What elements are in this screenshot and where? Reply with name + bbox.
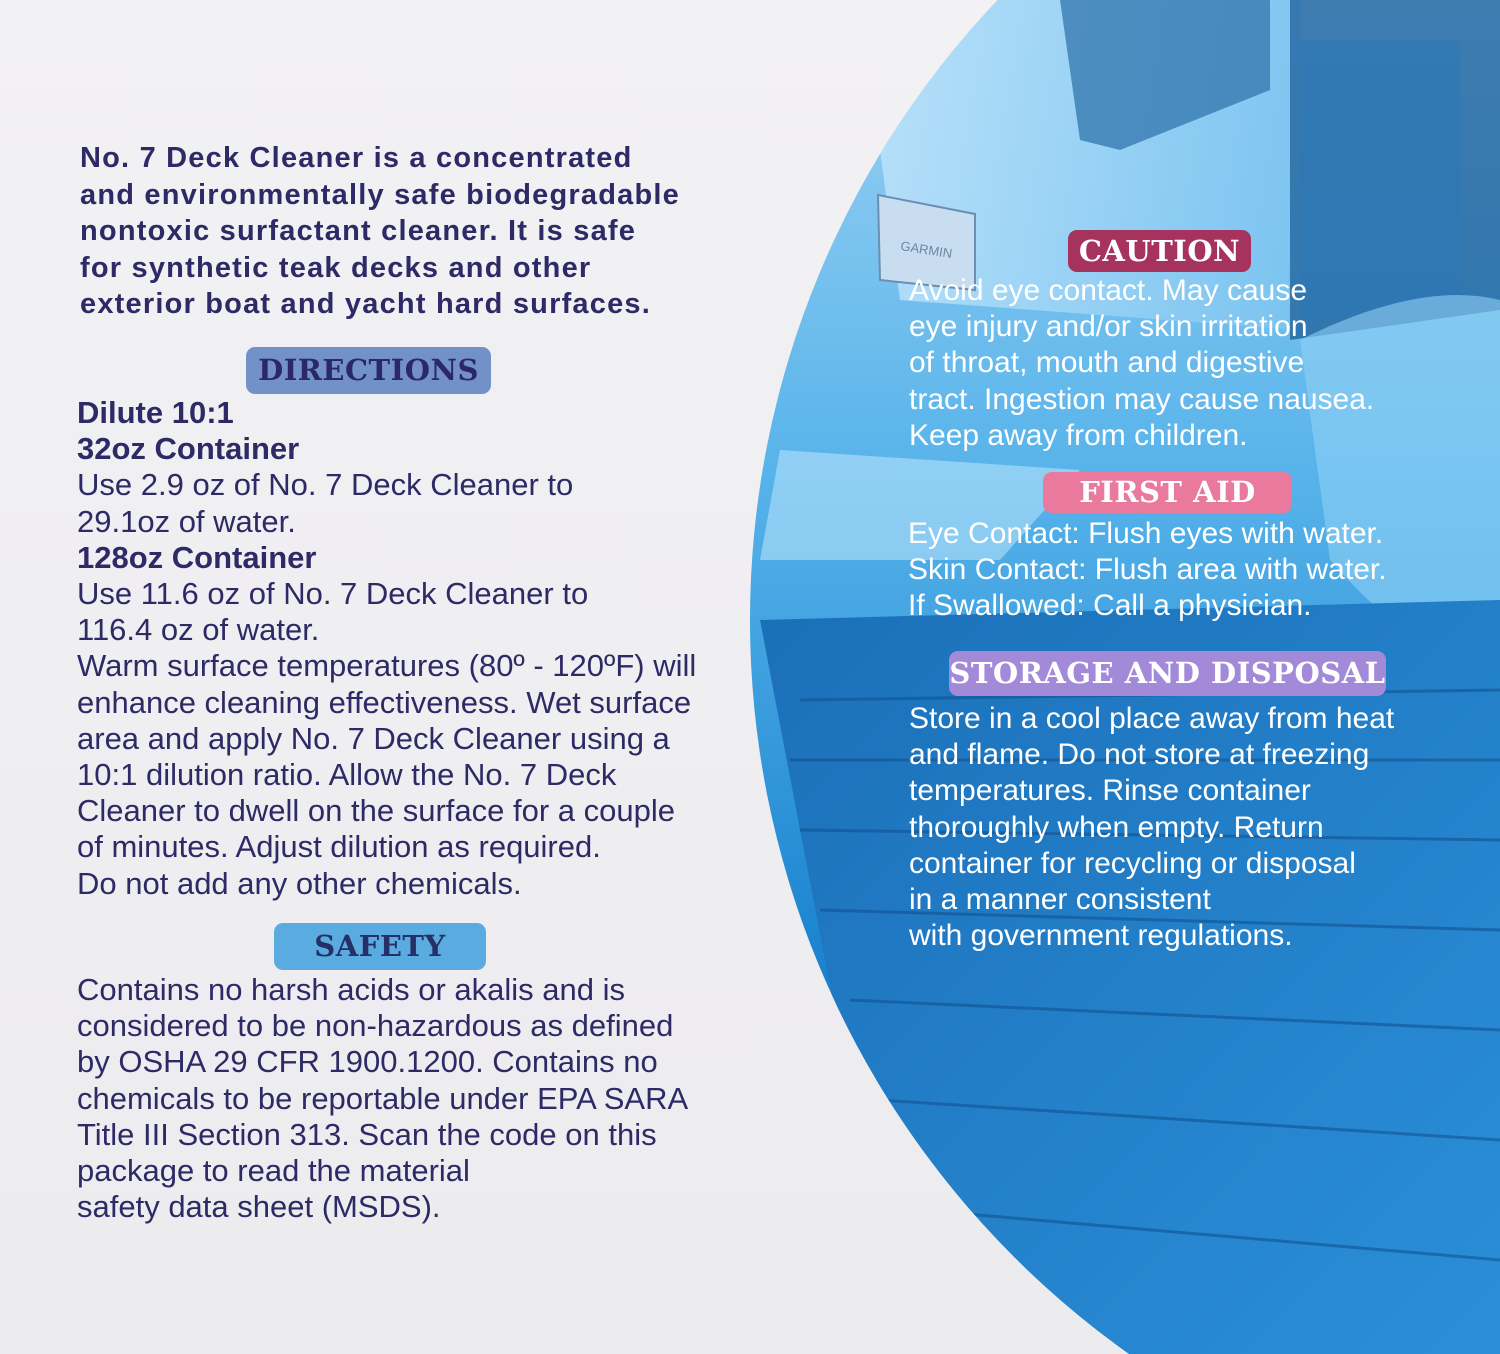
caution-line: Keep away from children.: [909, 418, 1248, 452]
container-128-line: 116.4 oz of water.: [77, 612, 320, 648]
caution-heading: CAUTION: [1068, 230, 1251, 272]
container-32-title: 32oz Container: [77, 431, 300, 467]
usage-line: 10:1 dilution ratio. Allow the No. 7 Deck: [77, 757, 617, 793]
directions-heading: DIRECTIONS: [246, 347, 491, 394]
safety-line: package to read the material: [77, 1153, 470, 1189]
usage-line: Warm surface temperatures (80º - 120ºF) will: [77, 648, 697, 684]
intro-line: No. 7 Deck Cleaner is a concentrated: [80, 142, 633, 174]
intro-line: and environmentally safe biodegradable: [80, 178, 680, 211]
safety-heading: SAFETY: [274, 923, 486, 970]
safety-line: Title III Section 313. Scan the code on this: [77, 1116, 657, 1152]
caution-line: tract. Ingestion may cause nausea.: [909, 382, 1375, 416]
storage-line: temperatures. Rinse container: [909, 774, 1311, 808]
first-aid-line: Eye Contact: Flush eyes with water.: [908, 517, 1384, 550]
usage-line: enhance cleaning effectiveness. Wet surface: [77, 684, 692, 720]
safety-line: chemicals to be reportable under EPA SARA: [77, 1080, 689, 1116]
first-aid-line: Skin Contact: Flush area with water.: [908, 553, 1387, 587]
usage-line: of minutes. Adjust dilution as required.: [77, 829, 601, 865]
storage-line: Store in a cool place away from heat: [909, 702, 1395, 735]
first-aid-section: [908, 516, 1387, 625]
storage-line: and flame. Do not store at freezing: [909, 738, 1370, 772]
intro-line: for synthetic teak decks and other: [80, 251, 592, 284]
storage-line: in a manner consistent: [909, 883, 1211, 917]
safety-section: [77, 972, 688, 1225]
usage-line: Do not add any other chemicals.: [77, 865, 522, 901]
container-32-line: Use 2.9 oz of No. 7 Deck Cleaner to: [77, 467, 574, 503]
garmin-label: GARMIN: [899, 238, 954, 262]
caution-section: [909, 273, 1374, 454]
safety-line: by OSHA 29 CFR 1900.1200. Contains no: [77, 1044, 658, 1080]
storage-line: with government regulations.: [909, 919, 1293, 953]
usage-line: area and apply No. 7 Deck Cleaner using a: [77, 720, 670, 756]
first-aid-heading: FIRST AID: [1043, 472, 1292, 513]
container-32-line: 29.1oz of water.: [77, 503, 296, 539]
intro-line: exterior boat and yacht hard surfaces.: [80, 288, 651, 320]
first-aid-line: If Swallowed: Call a physician.: [908, 589, 1312, 623]
directions-section: [77, 395, 696, 902]
caution-line: eye injury and/or skin irritation: [909, 310, 1308, 344]
storage-heading: STORAGE AND DISPOSAL: [949, 651, 1386, 696]
container-128-line: Use 11.6 oz of No. 7 Deck Cleaner to: [77, 576, 589, 612]
caution-line: Avoid eye contact. May cause: [909, 274, 1307, 307]
usage-line: Cleaner to dwell on the surface for a couple: [77, 793, 675, 829]
storage-section: [909, 701, 1394, 954]
dilute-ratio: Dilute 10:1: [77, 395, 234, 430]
intro-line: nontoxic surfactant cleaner. It is safe: [80, 215, 637, 247]
safety-line: safety data sheet (MSDS).: [77, 1189, 441, 1225]
safety-line: considered to be non-hazardous as defined: [77, 1008, 674, 1044]
intro-paragraph: [80, 140, 780, 323]
caution-line: of throat, mouth and digestive: [909, 346, 1305, 380]
safety-line: Contains no harsh acids or akalis and is: [77, 972, 625, 1007]
storage-line: container for recycling or disposal: [909, 846, 1356, 880]
container-128-title: 128oz Container: [77, 539, 317, 575]
storage-line: thoroughly when empty. Return: [909, 810, 1324, 844]
